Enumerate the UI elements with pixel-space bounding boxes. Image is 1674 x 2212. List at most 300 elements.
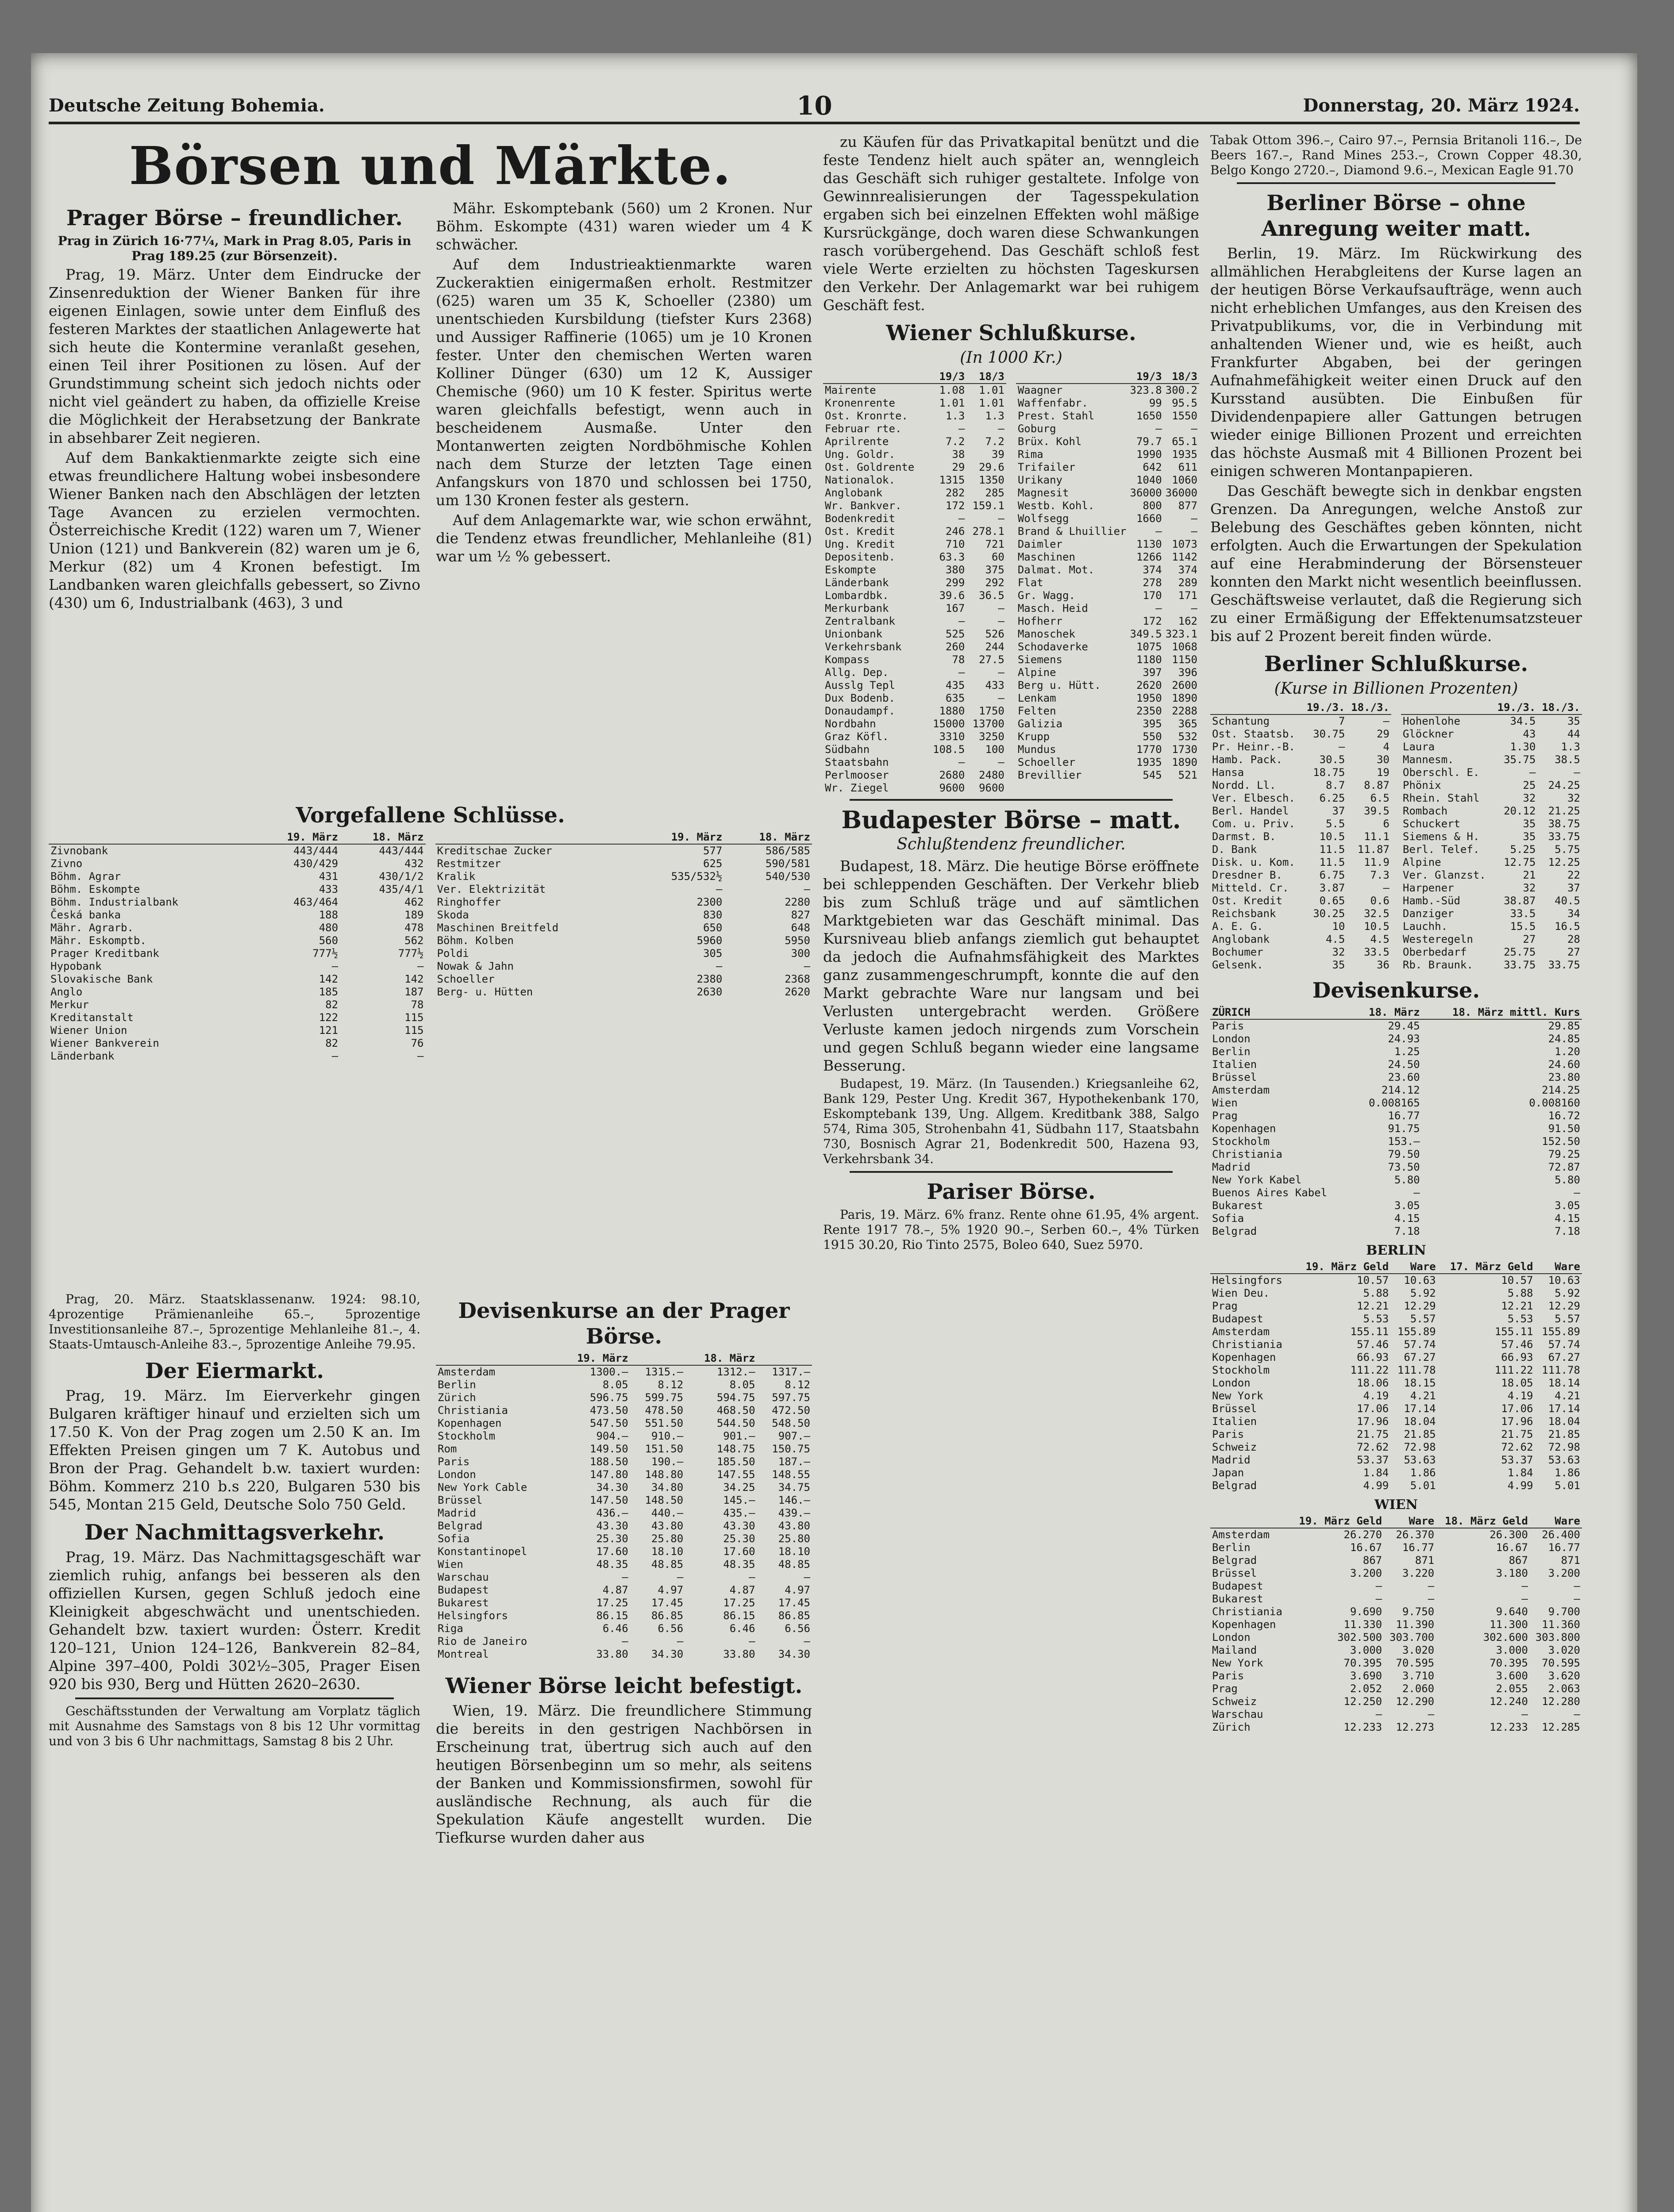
quote-value: — (622, 1571, 628, 1583)
quote-value: 8.12 (658, 1379, 684, 1391)
security-name: Nowak & Jahn (437, 960, 514, 972)
quote-value: 246 (945, 525, 965, 538)
security-name: Böhm. Agrar (50, 870, 121, 883)
quote-value: 0.008160 (1529, 1097, 1580, 1109)
quote-value: 435.– (723, 1507, 755, 1519)
quote-value: 867 (1362, 1554, 1382, 1567)
quote-value: 17.06 (1501, 1402, 1533, 1415)
quote-value: 1315.– (645, 1366, 684, 1378)
quote-value: 1.30 (1510, 741, 1536, 753)
quote-value: 34.30 (778, 1648, 810, 1660)
deals-table-industry (435, 831, 812, 998)
eggs-title: Der Eiermarkt. (145, 1359, 324, 1383)
quote-value: 1350 (979, 474, 1004, 486)
table-row (1210, 869, 1391, 882)
security-name: Rom (438, 1443, 457, 1455)
security-name: Sofia (1212, 1212, 1244, 1225)
office-hours: Geschäftsstunden der Verwaltung am Vorplatz täglich mit Ausnahme des Samstags von 8 bis 12 Uhr vormittag und von 3 bis 6 Uhr nachmittags, Samstag 8 bis 2 Uhr. (49, 1704, 420, 1748)
quote-value: 430/429 (293, 857, 339, 870)
security-name: Hofherr (1017, 615, 1063, 627)
quote-value: 9.640 (1496, 1605, 1528, 1618)
security-name: Flat (1017, 576, 1043, 589)
quote-value: 1073 (1172, 538, 1197, 550)
table-row (1210, 946, 1391, 959)
quote-value: 35 (1332, 959, 1345, 971)
wien-close-table-1 (823, 370, 1006, 795)
quote-value: — (958, 756, 965, 768)
table-row (1210, 1071, 1582, 1084)
quote-value: 79.7 (1136, 435, 1162, 448)
quote-value: 189 (404, 909, 424, 921)
quote-value: 1142 (1172, 551, 1197, 563)
security-name: Ost. Goldrente (825, 461, 915, 473)
quote-value: 11.390 (1396, 1618, 1435, 1631)
table-row (1401, 830, 1582, 843)
security-name: Amsterdam (1212, 1528, 1270, 1541)
quote-value: 18.75 (1313, 766, 1345, 779)
quote-value: 16.5 (1555, 920, 1580, 933)
table-row (1210, 1199, 1582, 1212)
quote-value: 86.85 (778, 1609, 810, 1622)
quote-value: — (417, 1050, 424, 1062)
quote-value: 111.78 (1397, 1364, 1436, 1376)
quote-value: 153.– (1388, 1135, 1420, 1148)
table-row (823, 782, 1006, 795)
quote-value: 5.53 (1363, 1313, 1389, 1325)
berlin-close-table-2 (1401, 701, 1582, 972)
column-header: 19. März (254, 831, 340, 844)
quote-value: — (331, 960, 339, 972)
security-name: Christiania (1212, 1148, 1282, 1160)
table-row (1016, 512, 1199, 525)
security-name: Manoschek (1017, 628, 1075, 640)
security-name: Pr. Heinr.-B. (1212, 741, 1295, 753)
security-name: Alpine (1017, 666, 1056, 679)
table-row (49, 922, 426, 934)
table-row (823, 705, 1006, 718)
quote-value: 172 (1143, 615, 1162, 627)
quote-value: 32.5 (1364, 907, 1389, 920)
quote-value: 60 (991, 551, 1004, 563)
quote-value: 23.60 (1388, 1071, 1420, 1083)
budapest-p2: Budapest, 19. März. (In Tausenden.) Kriegsanleihe 62, Bank 129, Pester Ung. Kredit 367, Hypothekenbank 170, Eskomptebank 139, Ung. Allgem. Kreditbank 388, Salgo 574, Rima 305, Strohenbahn 41, Südbahn 117, Staatsbahn 730, Bosnisch Agrar 21, Bodenkredit 500, Hazena 93, Verkehrsbank 34. (823, 1076, 1199, 1166)
quote-value: 5.57 (1410, 1313, 1436, 1325)
berlin-close-table-1 (1210, 701, 1391, 972)
column-header: 18. März (724, 831, 812, 844)
quote-value: 21.85 (1404, 1428, 1436, 1440)
prague-p1: Prag, 19. März. Unter dem Eindrucke der Zinsenreduktion der Wiener Banken für ihre eigenen Einlagen, sowie unter dem Einfluß des festeren Marktes der staatlichen Anlagewerte hat sich heute die Kontermine veranlaßt gesehen, einen Teil ihrer Positionen zu lösen. Auf der Grundstimmung scheint sich jedoch nichts oder nicht viel geändert zu haben, da offizielle Kreise die Möglichkeit der Herabsetzung der Bankrate in absehbarer Zeit negieren. (49, 266, 420, 446)
security-name: Wien Deu. (1212, 1287, 1270, 1299)
quote-value: — (958, 615, 965, 627)
quote-value: 2680 (939, 769, 965, 781)
security-name: Christiania (1212, 1605, 1282, 1618)
table-row (1210, 1580, 1582, 1593)
security-name: Budapest (1212, 1313, 1263, 1325)
security-name: Dux Bodenb. (825, 692, 895, 704)
security-name: Böhm. Industrialbank (50, 896, 178, 908)
security-name: Phönix (1403, 779, 1441, 791)
security-name: Felten (1017, 705, 1056, 717)
security-name: Amsterdam (1212, 1325, 1270, 1338)
running-head (49, 91, 1580, 124)
table-row (49, 844, 426, 857)
security-name: Schuckert (1403, 818, 1461, 830)
quote-value: 12.280 (1542, 1695, 1580, 1708)
security-name: Böhm. Eskompte (50, 883, 140, 895)
quote-value: 17.60 (723, 1545, 755, 1558)
security-name: Verkehrsbank (825, 641, 902, 653)
security-name: Ver. Elektrizität (437, 883, 546, 895)
quote-value: 827 (791, 909, 810, 921)
quote-value: — (749, 1635, 755, 1647)
table-row (49, 1050, 426, 1063)
quote-value: 877 (1178, 499, 1197, 512)
quote-value: 17.06 (1357, 1402, 1389, 1415)
devisen-table (436, 1352, 812, 1661)
quote-value: 17.25 (723, 1597, 755, 1609)
quote-value: 70.395 (1489, 1657, 1528, 1669)
table-row (1210, 907, 1391, 920)
security-name: Helsingfors (438, 1609, 508, 1622)
security-name: Wien (438, 1558, 463, 1571)
security-name: Berg u. Hütt. (1017, 679, 1101, 691)
quote-value: 6.56 (658, 1622, 684, 1635)
quote-value: 300 (791, 947, 810, 960)
quote-value: 16.72 (1548, 1110, 1580, 1122)
quote-value: 29.6 (979, 461, 1004, 473)
security-name: Schweiz (1212, 1695, 1257, 1708)
quote-value: 63.3 (939, 551, 965, 563)
security-name: Riga (438, 1622, 463, 1635)
table-row (823, 576, 1006, 589)
quote-value: 152.50 (1542, 1135, 1580, 1148)
quote-value: — (1428, 1593, 1435, 1605)
quote-value: 12.29 (1548, 1300, 1580, 1312)
quote-value: 278 (1143, 576, 1162, 589)
quote-value: — (1375, 1593, 1382, 1605)
quote-value: 171 (1178, 589, 1197, 602)
quote-value: 72.98 (1548, 1441, 1580, 1453)
security-name: Mähr. Eskomptb. (50, 934, 146, 947)
quote-value: 76 (411, 1037, 424, 1049)
berlin-p1: Berlin, 19. März. Im Rückwirkung des allmählichen Herabgleitens der Kurse lagen an der heutigen Börse Verkaufsaufträge, wenn auch nicht erheblichen Umfanges, aus den Kreisen des Privatpublikums, vor, die in Verbindung mit anhaltenden Wiener und, wie es heißt, auch Frankfurter Abgaben, bei der geringen Aufnahmefähigkeit weiter einen Druck auf den Kursstand ausübten. Die Einbußen für Dividendenpapiere aller Gattungen betrugen wieder einige Billionen Prozent und erreichten das höchste Ausmaß mit 4 Billionen Prozent bei einigen schweren Montanpapieren. (1210, 245, 1582, 480)
table-row (49, 986, 426, 998)
quote-value: 29.85 (1548, 1020, 1580, 1032)
table-row (1210, 1097, 1582, 1110)
quote-value: 7.2 (945, 435, 965, 448)
security-name: Prag (1212, 1682, 1238, 1695)
security-name: Böhm. Kolben (437, 934, 514, 947)
table-row (823, 602, 1006, 615)
security-name: Hamb.-Süd (1403, 895, 1461, 907)
page-number: 10 (797, 91, 832, 121)
table-row (1401, 959, 1582, 972)
column-header: 18/3 (1164, 370, 1199, 384)
security-name: Rb. Braunk. (1403, 959, 1473, 971)
table-row (436, 1558, 812, 1571)
security-name: Mannesm. (1403, 753, 1454, 766)
deals-section (49, 796, 812, 1063)
table-row (1210, 1351, 1582, 1364)
quote-value: 39.5 (1364, 805, 1389, 817)
quote-value: 4.21 (1410, 1390, 1436, 1402)
quote-value: 72.62 (1357, 1441, 1389, 1453)
quote-value: 142 (319, 973, 339, 985)
security-name: Wiener Union (50, 1024, 127, 1037)
security-name: Paris (1212, 1428, 1244, 1440)
quote-value: 871 (1415, 1554, 1435, 1567)
quote-value: 302.500 (1337, 1631, 1382, 1644)
column-header: 17. März Geld (1438, 1260, 1535, 1274)
quote-value: 25.75 (1504, 946, 1536, 958)
security-name: Westb. Kohl. (1017, 499, 1095, 512)
security-name: Hohenlohe (1403, 715, 1461, 727)
security-name: Rio de Janeiro (438, 1635, 527, 1647)
quote-value: 468.50 (716, 1404, 755, 1417)
quote-value: — (1574, 1580, 1580, 1592)
table-row (1210, 1454, 1582, 1467)
column-2 (436, 199, 812, 567)
quote-value: 26.370 (1396, 1528, 1435, 1541)
security-name: Slovakische Bank (50, 973, 153, 985)
quote-value: 2.063 (1548, 1682, 1580, 1695)
quote-value: 36000 (1165, 487, 1197, 499)
table-row (1401, 714, 1582, 728)
security-name: New York Cable (438, 1481, 527, 1494)
table-row (1016, 525, 1199, 538)
table-row (1210, 1682, 1582, 1695)
quote-value: 8.12 (785, 1379, 810, 1391)
wien-close-table-2 (1016, 370, 1199, 782)
security-name: Nordbahn (825, 718, 876, 730)
table-row (1210, 714, 1391, 728)
security-name: Ung. Goldr. (825, 448, 895, 461)
quote-value: 435 (945, 679, 965, 691)
table-row (1210, 1644, 1582, 1657)
quote-value: 99 (1149, 397, 1162, 409)
table-row (436, 1622, 812, 1635)
quote-value: 4.15 (1555, 1212, 1580, 1225)
security-name: Japan (1212, 1467, 1244, 1479)
quote-value: 188 (319, 909, 339, 921)
security-name: London (1212, 1377, 1251, 1389)
berlin-close-sub: (Kurse in Billionen Prozenten) (1274, 680, 1518, 698)
security-name: Prager Kreditbank (50, 947, 159, 960)
paper-name: Deutsche Zeitung Bohemia. (49, 95, 325, 116)
security-name: Brüssel (438, 1494, 483, 1506)
security-name: Berl. Handel (1212, 805, 1289, 817)
quote-value: 3.87 (1319, 882, 1345, 894)
table-row (435, 960, 812, 973)
quote-value: 57.74 (1548, 1338, 1580, 1351)
table-row (1016, 397, 1199, 410)
column-header: 18./3. (1347, 701, 1391, 714)
quote-value: 302.600 (1483, 1631, 1528, 1644)
table-row (1210, 1479, 1582, 1492)
table-row (1210, 1428, 1582, 1441)
quote-value: 1312.– (716, 1366, 755, 1378)
quote-value: 1750 (979, 705, 1004, 717)
table-row (49, 934, 426, 947)
quote-value: 1180 (1136, 653, 1162, 666)
quote-value: 11.5 (1319, 856, 1345, 868)
quote-value: 72.87 (1548, 1161, 1580, 1173)
table-row (49, 870, 426, 883)
table-row (1210, 805, 1391, 818)
quote-value: — (998, 512, 1004, 525)
quote-value: 187.– (778, 1455, 810, 1468)
quote-value: 187 (404, 986, 424, 998)
quote-value: 12.273 (1396, 1721, 1435, 1733)
column-header (1016, 370, 1128, 384)
security-name: Hamb. Pack. (1212, 753, 1282, 766)
quote-value: — (1375, 1580, 1382, 1592)
security-name: Masch. Heid (1017, 602, 1088, 614)
quote-value: — (1574, 1593, 1580, 1605)
security-name: A. E. G. (1212, 920, 1263, 933)
quote-value: 443/444 (293, 845, 339, 857)
quote-value: 115 (404, 1024, 424, 1037)
quote-value: 1300.– (590, 1366, 628, 1378)
quote-value: 150.75 (772, 1443, 810, 1455)
quote-value: 1130 (1136, 538, 1162, 550)
quote-value: 151.50 (645, 1443, 684, 1455)
prague-title: Prager Börse – freundlicher. (66, 206, 403, 230)
quote-value: 142 (404, 973, 424, 985)
quote-value: 43.80 (778, 1520, 810, 1532)
table-row (1210, 753, 1391, 766)
table-row (1210, 933, 1391, 946)
quote-value: 3.05 (1394, 1199, 1420, 1212)
table-row (1210, 1045, 1582, 1058)
security-name: Ost. Staatsb. (1212, 728, 1295, 740)
quote-value: 35.75 (1504, 753, 1536, 766)
security-name: Kopenhagen (1212, 1618, 1276, 1631)
security-name: Ung. Kredit (825, 538, 895, 550)
quote-value: 525 (945, 628, 965, 640)
security-name: Buenos Aires Kabel (1212, 1187, 1328, 1199)
security-name: Rima (1017, 448, 1043, 461)
security-name: Berg- u. Hütten (437, 986, 533, 998)
quote-value: 544.50 (716, 1417, 755, 1429)
quote-value: 12.290 (1396, 1695, 1435, 1708)
security-name: London (1212, 1631, 1251, 1644)
security-name: Anglobank (1212, 933, 1270, 945)
quote-value: 185 (319, 986, 339, 998)
quote-value: 21.85 (1548, 1428, 1580, 1440)
column-4 (1210, 133, 1582, 1734)
quote-value: 7.2 (985, 435, 1004, 448)
security-name: Berl. Telef. (1403, 843, 1480, 856)
security-name: Ver. Elbesch. (1212, 792, 1295, 804)
quote-value: 472.50 (772, 1404, 810, 1417)
table-row (49, 883, 426, 896)
quote-value: 39 (991, 448, 1004, 461)
quote-value: 21.75 (1357, 1428, 1389, 1440)
table-row (1401, 805, 1582, 818)
quote-value: 12.250 (1343, 1695, 1382, 1708)
quote-value: 3.620 (1548, 1670, 1580, 1682)
security-name: Anglo (50, 986, 83, 998)
security-name: Berlin (1212, 1045, 1251, 1058)
paris-p1: Paris, 19. März. 6% franz. Rente ohne 61.95, 4% argent. Rente 1917 78.–, 5% 1920 90.–, Serben 60.–, 4% Türken 1915 30.20, Rio Tinto 2575, Boleo 640, Suez 5970. (823, 1207, 1199, 1252)
column-header (630, 1352, 685, 1365)
security-name: Rhein. Stahl (1403, 792, 1480, 804)
quote-value: 545 (1143, 769, 1162, 781)
quote-value: 8.7 (1326, 779, 1345, 791)
quote-value: 3.020 (1548, 1644, 1580, 1656)
quote-value: 1.01 (979, 384, 1004, 396)
table-row (823, 743, 1006, 756)
security-name: Budapest (1212, 1580, 1263, 1592)
quote-value: 4.97 (785, 1584, 810, 1596)
quote-value: — (804, 1571, 810, 1583)
table-row (1016, 705, 1199, 718)
security-name: Schoeller (437, 973, 495, 985)
table-row (1016, 551, 1199, 564)
security-name: Westeregeln (1403, 933, 1473, 945)
table-row (436, 1494, 812, 1507)
security-name: Brüssel (1212, 1402, 1257, 1415)
quote-value: 22 (1567, 869, 1580, 881)
quote-value: 48.85 (651, 1558, 684, 1571)
quote-value: 1.3 (945, 410, 965, 422)
quote-value: — (677, 1571, 684, 1583)
quote-value: 27.5 (979, 653, 1004, 666)
quote-value: 29 (952, 461, 965, 473)
quote-value: 3.020 (1402, 1644, 1435, 1656)
table-row (1210, 882, 1391, 895)
security-name: Bukarest (438, 1597, 489, 1609)
table-row (436, 1507, 812, 1520)
table-row (49, 960, 426, 973)
quote-value: 16.77 (1548, 1541, 1580, 1554)
table-row (1210, 1605, 1582, 1618)
quote-value: 1.3 (1561, 741, 1580, 753)
quote-value: 18.05 (1501, 1377, 1533, 1389)
quote-value: 560 (319, 934, 339, 947)
quote-value: — (958, 422, 965, 435)
quote-value: 1150 (1172, 653, 1197, 666)
quote-value: 1075 (1136, 641, 1162, 653)
quote-value: 10.63 (1404, 1274, 1436, 1286)
table-row (1210, 792, 1391, 805)
wien-dev-title: WIEN (1374, 1497, 1418, 1513)
quote-value: 5.92 (1410, 1287, 1436, 1299)
quote-value: 17.45 (651, 1597, 684, 1609)
table-row (823, 487, 1006, 499)
security-name: Nordd. Ll. (1212, 779, 1276, 791)
quote-value: 24.50 (1388, 1058, 1420, 1071)
table-row (823, 397, 1006, 410)
quote-value: 4.99 (1363, 1479, 1389, 1492)
quote-value: 3.200 (1350, 1567, 1382, 1579)
quote-value: 635 (945, 692, 965, 704)
quote-value: 30.25 (1313, 907, 1345, 920)
table-row (1016, 730, 1199, 743)
quote-value: 590/581 (765, 857, 810, 870)
quote-value: 48.85 (778, 1558, 810, 1571)
quote-value: 4.5 (1370, 933, 1389, 945)
quote-value: 777½ (312, 947, 339, 960)
table-row (1016, 487, 1199, 499)
berlin-close-title: Berliner Schlußkurse. (1264, 652, 1528, 676)
quote-value: 1.01 (939, 397, 965, 409)
quote-value: 3.05 (1555, 1199, 1580, 1212)
quote-value: 5960 (697, 934, 723, 947)
quote-value: 57.46 (1501, 1338, 1533, 1351)
quote-value: 6.56 (785, 1622, 810, 1635)
